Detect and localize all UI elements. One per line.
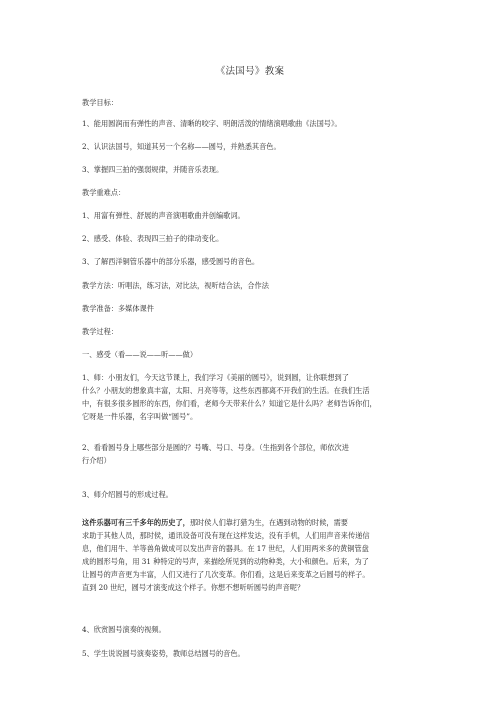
- step-1-line: 什么？小朋友的想象真丰富，太阳、月亮等等，这些东西都离不开我们的生活。在我们生活: [82, 386, 370, 395]
- history-bold-lead: 这件乐器可有三千多年的历史了，: [82, 518, 190, 527]
- step-3-text: 3、师介绍圆号的形成过程。: [82, 490, 173, 499]
- step-5-text: 5、学生说说圆号演奏姿势，教师总结圆号的音色。: [82, 649, 245, 658]
- history-line: 成的圆形号角，用 31 种特定的号声，来描绘所见到的动物种类，大小和颜色。后来，为了: [82, 557, 369, 566]
- step-1-line: 它呀是一件乐器，名字叫做“圆号”。: [82, 412, 198, 421]
- history-line: 直到 20 世纪，圆号才演变成这个样子。你想不想听听圆号的声音呢？: [82, 583, 305, 592]
- key-point-2: 2、感受、体验、表现四三拍子的律动变化。: [82, 234, 224, 243]
- step-1-paragraph: [82, 371, 422, 423]
- step-4-text: 4、欣赏圆号演奏的视频。: [82, 625, 166, 634]
- goals-heading: 教学目标：: [82, 98, 118, 107]
- history-line: 息，他们用牛、羊等兽角做成可以发出声音的器具。在 17 世纪，人们用两米多的黄铜管盘: [82, 544, 369, 553]
- key-point-3: 3、了解西洋铜管乐器中的部分乐器，感受圆号的音色。: [82, 257, 260, 266]
- history-line: 求助于其他人员，那时侯，通讯设备可没有现在这样发达，没有手机，人们用声音来传递信: [82, 531, 370, 540]
- goal-item-2: 2、认识法国号，知道其另一个名称——圆号，并熟悉其音色。: [82, 142, 281, 151]
- key-point-1: 1、用富有弹性、舒展的声音演唱歌曲并创编歌词。: [82, 211, 245, 220]
- key-points-heading: 教学重难点：: [82, 188, 126, 197]
- history-paragraph: [82, 516, 422, 594]
- step-2-line: 行介绍）: [82, 456, 111, 465]
- step-2-line: 2、看看圆号身上哪些部分是圆的？号嘴、号口、号身。（生指到各个部位，师依次进: [82, 443, 349, 452]
- step-1-line: 1、师：小朋友们，今天这节课上，我们学习《美丽的圆号》，说到圆，让你联想到了: [82, 373, 349, 382]
- process-heading: 教学过程：: [82, 327, 118, 336]
- history-first-line-rest: 那时侯人们靠打猎为生，在遇到动物的时候，需要: [189, 518, 348, 527]
- section-1-heading: 一、感受（看——说——听——做）: [82, 350, 198, 359]
- step-2-paragraph: [82, 441, 422, 467]
- history-first-line: [82, 516, 422, 529]
- teaching-methods: 教学方法：听唱法，练习法，对比法，视听结合法，合作法: [82, 281, 269, 290]
- goal-item-1: 1、能用圆润而有弹性的声音、清晰的咬字、明朗活泼的情绪演唱歌曲《法国号》。: [82, 119, 342, 128]
- teaching-preparation: 教学准备：多媒体课件: [82, 304, 154, 313]
- goal-item-3: 3、掌握四三拍的强弱规律，并随音乐表现。: [82, 165, 224, 174]
- page-title: 《法国号》教案: [215, 66, 285, 77]
- history-line: 让圆号的声音更为丰富，人们又进行了几次变革。你们看，这是后来变革之后圆号的样子。: [82, 570, 370, 579]
- step-1-line: 中，有很多很多圆形的东西，你们看，老师今天带来什么？知道它是什么吗？老师告诉你们，: [82, 399, 377, 408]
